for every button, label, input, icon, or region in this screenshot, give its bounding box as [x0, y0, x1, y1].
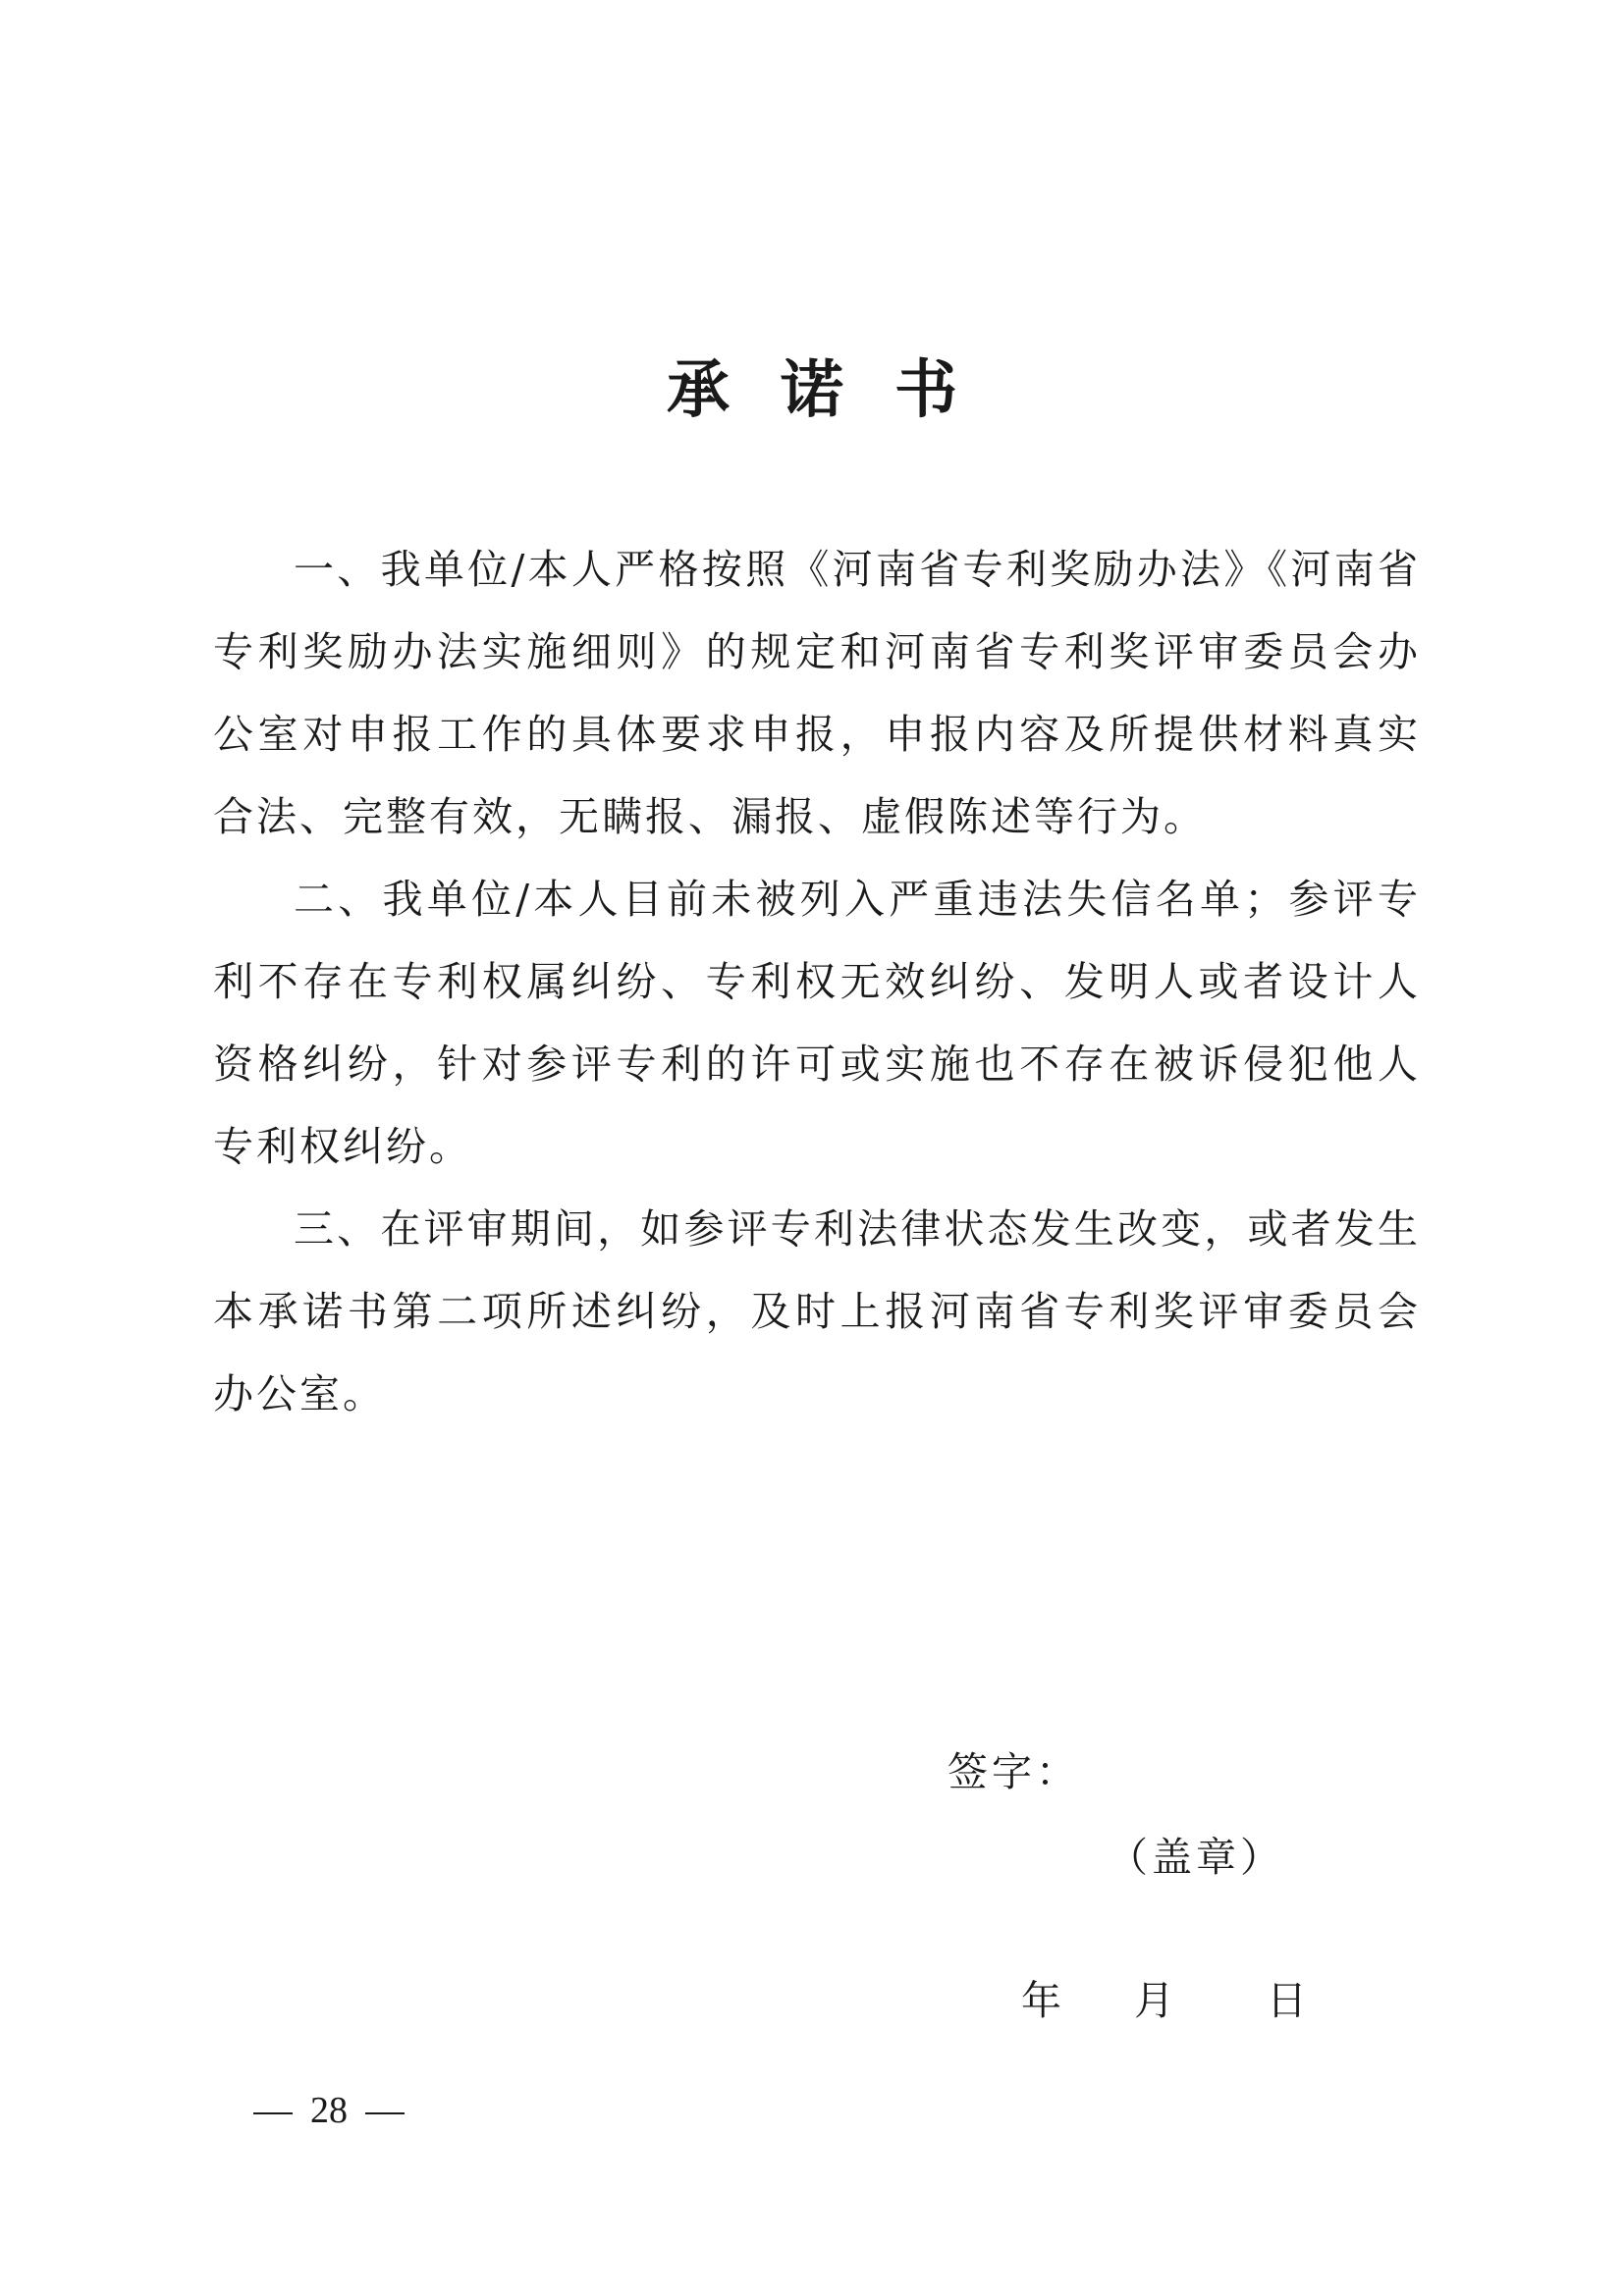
page-number-value: 28 — [310, 2090, 348, 2131]
date-year-label: 年 — [1021, 1977, 1061, 2024]
paragraph-1: 一、我单位/本人严格按照《河南省专利奖励办法》《河南省专利奖励办法实施细则》的规定和河南省专利奖评审委员会办公室对申报工作的具体要求申报，申报内容及所提供材料真实合法、完整有效，无瞒报、漏报、虚假陈述等行为。 — [213, 546, 1421, 840]
paragraph-2: 二、我单位/本人目前未被列入严重违法失信名单；参评专利不存在专利权属纠纷、专利权无效纠纷、发明人或者设计人资格纠纷，针对参评专利的许可或实施也不存在被诉侵犯他人专利权纠纷。 — [213, 876, 1421, 1170]
page-number — [253, 2086, 405, 2135]
page-number-right-dash — [365, 2112, 405, 2114]
date-month-label: 月 — [1134, 1977, 1174, 2024]
document-title: 承诺书 — [667, 353, 1008, 427]
date-day-label: 日 — [1267, 1977, 1307, 2024]
document-body — [213, 528, 1421, 1435]
seal-label: （盖章） — [1108, 1834, 1284, 1881]
signature-label: 签字： — [947, 1748, 1080, 1795]
paragraph-3: 三、在评审期间，如参评专利法律状态发生改变，或者发生本承诺书第二项所述纠纷，及时上报河南省专利奖评审委员会办公室。 — [213, 1205, 1421, 1417]
page-number-left-dash — [253, 2112, 293, 2114]
